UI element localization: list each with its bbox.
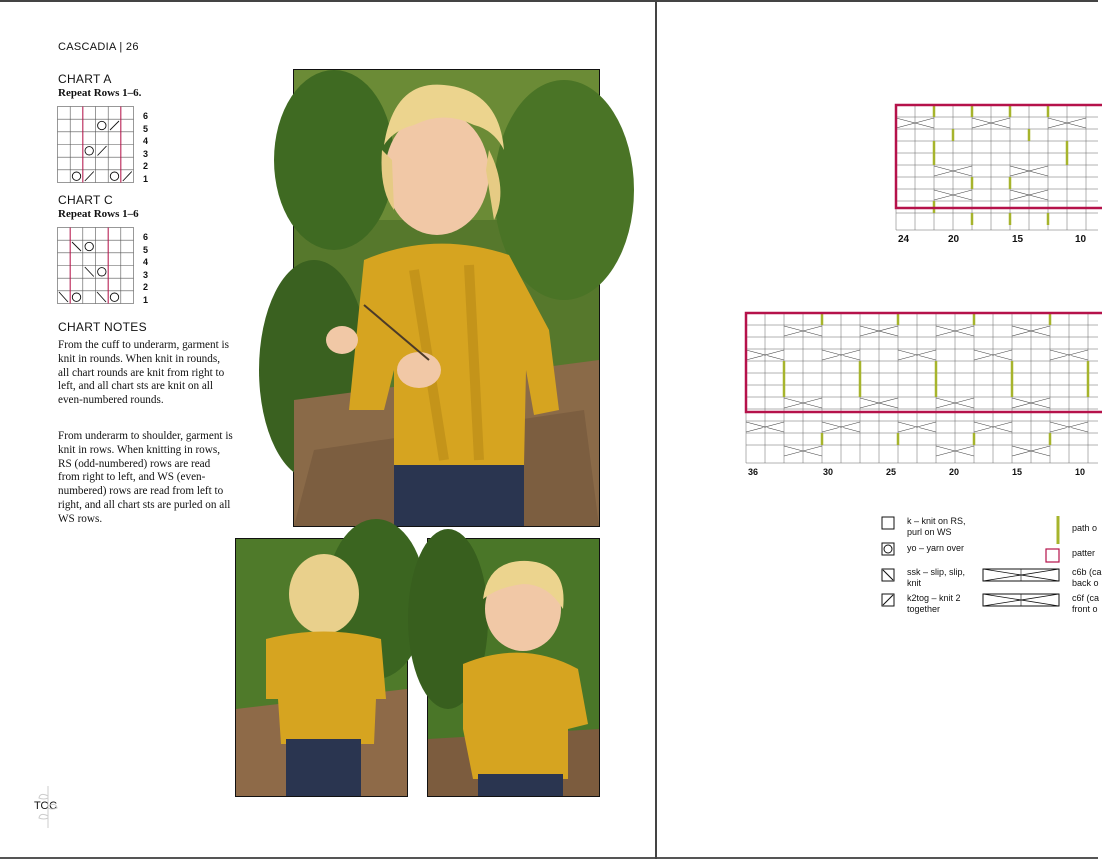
row-number: 3: [143, 269, 149, 280]
chart-a-title: CHART A: [58, 72, 112, 86]
page-top-border: [0, 0, 1098, 2]
legend-yo: yo – yarn over: [907, 543, 965, 553]
row-number: 5: [143, 244, 149, 255]
main-photo-child-smiling: [293, 69, 600, 527]
chart-notes-paragraph-1: From the cuff to underarm, garment is knit in rounds. When knit in rounds, all chart rounds are knit from right to left, and all chart sts are knit on all even-numbered rounds.: [58, 339, 229, 407]
row-number: 5: [143, 123, 149, 134]
chart-a-row-numbers: [143, 110, 148, 186]
knit-square-icon: [881, 516, 895, 530]
photo-child-side-view: [427, 538, 600, 797]
row-number: 6: [143, 232, 149, 242]
legend-ssk: ssk – slip, slip, knit: [907, 567, 966, 588]
page-header: CASCADIA | 26: [58, 41, 139, 53]
cable-c6f-icon: [982, 593, 1062, 607]
col-label: 20: [949, 467, 960, 477]
legend-pattern: patter: [1072, 548, 1096, 558]
yarn-over-circle-icon: [881, 542, 895, 556]
chart-notes-paragraph-2: From underarm to shoulder, garment is knit in rows. When knitting in rows, RS (odd-numbered) rows are read from right to left, and WS (even-numbered) rows are read from left to right, and all chart sts are purled on all WS rows.: [58, 430, 233, 525]
chart-a-subtitle: Repeat Rows 1–6.: [58, 87, 142, 99]
col-label: 25: [886, 467, 897, 477]
col-label: 20: [948, 234, 960, 245]
legend-c6f: c6f (ca front o: [1072, 593, 1100, 614]
page-spine-divider: [655, 0, 657, 859]
chart-c-title: CHART C: [58, 193, 113, 207]
col-label: 36: [748, 467, 759, 477]
ssk-backslash-icon: [881, 568, 895, 582]
legend-knit: k – knit on RS, purl on WS: [907, 516, 966, 537]
leaf-icon: [36, 784, 60, 830]
chart-a-grid: [57, 104, 157, 184]
chart-c-grid: [57, 226, 157, 306]
row-number: 6: [143, 111, 149, 121]
row-number: 4: [143, 136, 149, 147]
chart-notes-title: CHART NOTES: [58, 320, 147, 334]
legend-path: path o: [1072, 523, 1098, 533]
row-number: 2: [143, 282, 149, 293]
row-number: 4: [143, 257, 149, 268]
col-label: 24: [898, 234, 910, 245]
col-label: 10: [1075, 467, 1086, 477]
row-number: 1: [143, 294, 149, 305]
col-label: 15: [1012, 234, 1024, 245]
toc-link[interactable]: TOC: [34, 800, 58, 812]
chart-c-row-numbers: [143, 231, 148, 307]
col-label: 15: [1012, 467, 1023, 477]
photo-child-back-view: [235, 538, 408, 797]
chart-b-upper: [894, 103, 1098, 235]
row-number: 1: [143, 173, 149, 184]
chart-b-lower: [744, 311, 1098, 469]
k2tog-slash-icon: [881, 593, 895, 607]
chart-c-subtitle: Repeat Rows 1–6: [58, 208, 139, 220]
col-label: 30: [823, 467, 834, 477]
cable-c6b-icon: [982, 568, 1062, 582]
row-number: 3: [143, 148, 149, 159]
pattern-repeat-box-icon: [1045, 548, 1061, 564]
row-number: 2: [143, 161, 149, 172]
col-label: 10: [1075, 234, 1087, 245]
legend-k2tog: k2tog – knit 2 together: [907, 593, 961, 614]
path-line-icon: [1055, 516, 1061, 544]
legend-c6b: c6b (ca back o: [1072, 567, 1102, 588]
